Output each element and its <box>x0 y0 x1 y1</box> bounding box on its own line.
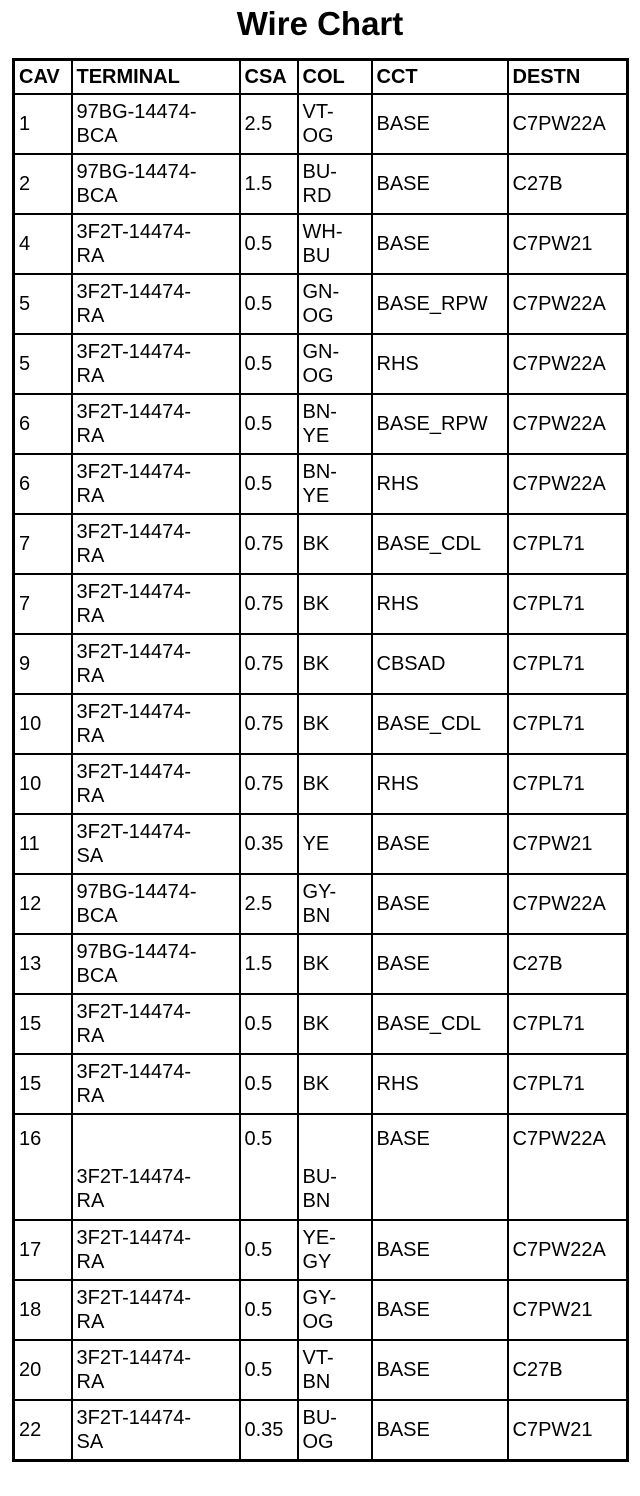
terminal-cell-line: RA <box>76 785 105 807</box>
col-cell-line: RD <box>302 185 332 207</box>
col-cell <box>298 334 372 394</box>
table-row <box>14 394 628 454</box>
col-cell-line: VT- <box>302 1347 334 1369</box>
cav-cell: 10 <box>14 754 72 814</box>
cav-cell: 10 <box>14 694 72 754</box>
header-terminal: TERMINAL <box>72 60 240 95</box>
terminal-cell <box>72 274 240 334</box>
terminal-cell-line: RA <box>76 1085 105 1107</box>
terminal-cell-line: 3F2T-14474- <box>76 281 192 303</box>
col-cell: BK <box>298 754 372 814</box>
cct-cell: BASE <box>372 1220 508 1280</box>
col-cell: BK <box>298 514 372 574</box>
destn-cell: C7PL71 <box>508 994 628 1054</box>
terminal-cell-line: 3F2T-14474- <box>76 641 192 663</box>
destn-cell: C7PL71 <box>508 754 628 814</box>
csa-cell: 2.5 <box>240 874 298 934</box>
terminal-cell-line: 3F2T-14474- <box>76 701 192 723</box>
csa-cell: 1.5 <box>240 934 298 994</box>
cct-cell: BASE <box>372 94 508 154</box>
header-csa: CSA <box>240 60 298 95</box>
table-row <box>14 754 628 814</box>
col-cell-line: VT- <box>302 101 334 123</box>
terminal-cell-line: RA <box>76 1371 105 1393</box>
col-cell: BK <box>298 694 372 754</box>
col-cell <box>298 1340 372 1400</box>
cct-cell: BASE <box>372 1114 508 1220</box>
terminal-cell-line: BCA <box>76 125 118 147</box>
col-cell-line: BU- <box>302 161 337 183</box>
table-row <box>14 154 628 214</box>
col-cell-line: OG <box>302 365 334 387</box>
table-row <box>14 1400 628 1461</box>
terminal-cell-line: 3F2T-14474- <box>76 461 192 483</box>
col-cell-line: YE- <box>302 1227 336 1249</box>
terminal-cell <box>72 514 240 574</box>
csa-cell: 0.5 <box>240 1114 298 1220</box>
destn-cell: C27B <box>508 154 628 214</box>
table-row <box>14 514 628 574</box>
table-row <box>14 934 628 994</box>
terminal-cell <box>72 1340 240 1400</box>
terminal-cell <box>72 754 240 814</box>
cav-cell: 6 <box>14 394 72 454</box>
terminal-cell-line: 3F2T-14474- <box>76 1407 192 1429</box>
csa-cell: 2.5 <box>240 94 298 154</box>
col-cell-line: GN- <box>302 341 340 363</box>
col-cell-line: GY <box>302 1251 332 1273</box>
col-cell-line: BN- <box>302 401 337 423</box>
terminal-cell <box>72 1220 240 1280</box>
destn-cell: C7PW22A <box>508 1114 628 1220</box>
col-cell-line: BN <box>302 1190 331 1212</box>
destn-cell: C7PW22A <box>508 394 628 454</box>
header-cav: CAV <box>14 60 72 95</box>
cct-cell: RHS <box>372 754 508 814</box>
terminal-cell-line: RA <box>76 425 105 447</box>
col-cell <box>298 214 372 274</box>
table-row <box>14 1220 628 1280</box>
csa-cell: 0.5 <box>240 334 298 394</box>
terminal-cell-line: 3F2T-14474- <box>76 221 192 243</box>
cav-cell: 7 <box>14 574 72 634</box>
destn-cell: C7PW22A <box>508 274 628 334</box>
csa-cell: 0.75 <box>240 754 298 814</box>
cav-cell: 9 <box>14 634 72 694</box>
col-cell-line: OG <box>302 305 334 327</box>
cct-cell: RHS <box>372 1054 508 1114</box>
col-cell-line: BU- <box>302 1407 337 1429</box>
terminal-cell-line: 3F2T-14474- <box>76 1287 192 1309</box>
cct-cell: BASE <box>372 934 508 994</box>
table-row <box>14 694 628 754</box>
terminal-cell <box>72 694 240 754</box>
table-header-row <box>14 60 628 95</box>
cav-cell: 5 <box>14 334 72 394</box>
table-row <box>14 454 628 514</box>
terminal-cell <box>72 454 240 514</box>
terminal-cell-line: RA <box>76 305 105 327</box>
cct-cell: RHS <box>372 334 508 394</box>
col-cell-line: OG <box>302 1431 334 1453</box>
destn-cell: C7PW21 <box>508 1280 628 1340</box>
terminal-cell-line: 3F2T-14474- <box>76 1001 192 1023</box>
cct-cell: RHS <box>372 454 508 514</box>
col-cell-line: YE <box>302 485 330 507</box>
cav-cell: 12 <box>14 874 72 934</box>
terminal-cell <box>72 934 240 994</box>
terminal-cell-line: RA <box>76 665 105 687</box>
cct-cell: BASE <box>372 874 508 934</box>
terminal-cell-line: RA <box>76 365 105 387</box>
cct-cell: CBSAD <box>372 634 508 694</box>
terminal-cell <box>72 94 240 154</box>
col-cell <box>298 1220 372 1280</box>
col-cell-line: GN- <box>302 281 340 303</box>
header-destn: DESTN <box>508 60 628 95</box>
csa-cell: 0.5 <box>240 1054 298 1114</box>
terminal-cell <box>72 1280 240 1340</box>
col-cell-line: WH- <box>302 221 343 243</box>
cav-cell: 18 <box>14 1280 72 1340</box>
terminal-cell <box>72 394 240 454</box>
col-cell <box>298 874 372 934</box>
terminal-cell-line: RA <box>76 545 105 567</box>
terminal-cell-line: RA <box>76 725 105 747</box>
table-row <box>14 214 628 274</box>
terminal-cell <box>72 634 240 694</box>
col-cell <box>298 394 372 454</box>
col-cell <box>298 1114 372 1220</box>
cav-cell: 22 <box>14 1400 72 1461</box>
cav-cell: 16 <box>14 1114 72 1220</box>
csa-cell: 0.75 <box>240 634 298 694</box>
cct-cell: BASE_CDL <box>372 994 508 1054</box>
col-cell-line: BU <box>302 245 331 267</box>
header-col: COL <box>298 60 372 95</box>
header-cct: CCT <box>372 60 508 95</box>
cct-cell: BASE_RPW <box>372 394 508 454</box>
cav-cell: 20 <box>14 1340 72 1400</box>
destn-cell: C7PW21 <box>508 814 628 874</box>
cav-cell: 15 <box>14 1054 72 1114</box>
csa-cell: 0.5 <box>240 1340 298 1400</box>
terminal-cell-line: 97BG-14474- <box>76 101 197 123</box>
terminal-cell-line: 3F2T-14474- <box>76 521 192 543</box>
csa-cell: 0.5 <box>240 214 298 274</box>
table-row <box>14 1114 628 1220</box>
terminal-cell-line: RA <box>76 605 105 627</box>
col-cell-line: OG <box>302 1311 334 1333</box>
terminal-cell <box>72 334 240 394</box>
csa-cell: 0.5 <box>240 394 298 454</box>
destn-cell: C27B <box>508 934 628 994</box>
cav-cell: 15 <box>14 994 72 1054</box>
cav-cell: 4 <box>14 214 72 274</box>
cav-cell: 17 <box>14 1220 72 1280</box>
destn-cell: C27B <box>508 1340 628 1400</box>
col-cell-line: BN <box>302 905 331 927</box>
destn-cell: C7PW21 <box>508 1400 628 1461</box>
terminal-cell <box>72 814 240 874</box>
csa-cell: 0.5 <box>240 1280 298 1340</box>
cav-cell: 7 <box>14 514 72 574</box>
col-cell <box>298 1400 372 1461</box>
col-cell-line: GY- <box>302 1287 337 1309</box>
terminal-cell <box>72 874 240 934</box>
terminal-cell <box>72 574 240 634</box>
destn-cell: C7PL71 <box>508 634 628 694</box>
col-cell <box>298 94 372 154</box>
terminal-cell-line: 3F2T-14474- <box>76 581 192 603</box>
table-row <box>14 1340 628 1400</box>
cct-cell: BASE <box>372 1400 508 1461</box>
terminal-cell-line: 3F2T-14474- <box>76 821 192 843</box>
destn-cell: C7PW22A <box>508 94 628 154</box>
cct-cell: BASE_CDL <box>372 694 508 754</box>
terminal-cell-line: 3F2T-14474- <box>76 401 192 423</box>
cav-cell: 2 <box>14 154 72 214</box>
terminal-cell-line: RA <box>76 245 105 267</box>
terminal-cell-line: RA <box>76 1311 105 1333</box>
terminal-cell-line: 3F2T-14474- <box>76 341 192 363</box>
terminal-cell <box>72 214 240 274</box>
terminal-cell-line: SA <box>76 1431 104 1453</box>
terminal-cell-line: RA <box>76 1025 105 1047</box>
cav-cell: 1 <box>14 94 72 154</box>
table-row <box>14 574 628 634</box>
cct-cell: BASE_CDL <box>372 514 508 574</box>
table-row <box>14 94 628 154</box>
terminal-cell-line: SA <box>76 845 104 867</box>
cct-cell: BASE <box>372 1280 508 1340</box>
col-cell <box>298 454 372 514</box>
terminal-cell-line: 3F2T-14474- <box>76 1061 192 1083</box>
cct-cell: BASE <box>372 214 508 274</box>
destn-cell: C7PW22A <box>508 334 628 394</box>
terminal-cell <box>72 154 240 214</box>
col-cell: BK <box>298 934 372 994</box>
terminal-cell-line: 3F2T-14474- <box>76 1166 192 1188</box>
col-cell-line: BN <box>302 1371 331 1393</box>
destn-cell: C7PL71 <box>508 694 628 754</box>
csa-cell: 1.5 <box>240 154 298 214</box>
col-cell: BK <box>298 1054 372 1114</box>
destn-cell: C7PW22A <box>508 1220 628 1280</box>
cct-cell: BASE_RPW <box>372 274 508 334</box>
col-cell-line: OG <box>302 125 334 147</box>
csa-cell: 0.75 <box>240 694 298 754</box>
destn-cell: C7PL71 <box>508 514 628 574</box>
cav-cell: 11 <box>14 814 72 874</box>
destn-cell: C7PW21 <box>508 214 628 274</box>
terminal-cell-line: RA <box>76 1190 105 1212</box>
terminal-cell-line: 97BG-14474- <box>76 161 197 183</box>
col-cell <box>298 154 372 214</box>
terminal-cell <box>72 994 240 1054</box>
col-cell: BK <box>298 634 372 694</box>
terminal-cell-line: 3F2T-14474- <box>76 1227 192 1249</box>
cct-cell: BASE <box>372 154 508 214</box>
terminal-cell-line: BCA <box>76 185 118 207</box>
csa-cell: 0.75 <box>240 514 298 574</box>
destn-cell: C7PL71 <box>508 1054 628 1114</box>
cav-cell: 6 <box>14 454 72 514</box>
csa-cell: 0.5 <box>240 274 298 334</box>
table-body <box>14 94 628 1461</box>
table-row <box>14 994 628 1054</box>
terminal-cell-line: BCA <box>76 905 118 927</box>
wire-chart-table <box>12 58 629 1462</box>
table-row <box>14 1280 628 1340</box>
terminal-cell-line: RA <box>76 1251 105 1273</box>
col-cell <box>298 1280 372 1340</box>
terminal-cell-line: 97BG-14474- <box>76 881 197 903</box>
csa-cell: 0.5 <box>240 1220 298 1280</box>
cav-cell: 5 <box>14 274 72 334</box>
page-title: Wire Chart <box>236 5 404 42</box>
cct-cell: RHS <box>372 574 508 634</box>
table-row <box>14 1054 628 1114</box>
col-cell: BK <box>298 994 372 1054</box>
cct-cell: BASE <box>372 1340 508 1400</box>
col-cell <box>298 274 372 334</box>
terminal-cell-line: BCA <box>76 965 118 987</box>
table-row <box>14 874 628 934</box>
terminal-cell <box>72 1054 240 1114</box>
csa-cell: 0.35 <box>240 1400 298 1461</box>
col-cell-line: BU- <box>302 1166 337 1188</box>
terminal-cell <box>72 1400 240 1461</box>
col-cell: BK <box>298 574 372 634</box>
destn-cell: C7PL71 <box>508 574 628 634</box>
col-cell: YE <box>298 814 372 874</box>
terminal-cell-line: 97BG-14474- <box>76 941 197 963</box>
terminal-cell-line: RA <box>76 485 105 507</box>
table-row <box>14 634 628 694</box>
cav-cell: 13 <box>14 934 72 994</box>
cct-cell: BASE <box>372 814 508 874</box>
table-row <box>14 274 628 334</box>
csa-cell: 0.75 <box>240 574 298 634</box>
col-cell-line: YE <box>302 425 330 447</box>
csa-cell: 0.5 <box>240 454 298 514</box>
col-cell-line: GY- <box>302 881 337 903</box>
terminal-cell <box>72 1114 240 1220</box>
table-row <box>14 334 628 394</box>
terminal-cell-line: 3F2T-14474- <box>76 761 192 783</box>
csa-cell: 0.5 <box>240 994 298 1054</box>
table-row <box>14 814 628 874</box>
csa-cell: 0.35 <box>240 814 298 874</box>
destn-cell: C7PW22A <box>508 454 628 514</box>
destn-cell: C7PW22A <box>508 874 628 934</box>
col-cell-line: BN- <box>302 461 337 483</box>
terminal-cell-line: 3F2T-14474- <box>76 1347 192 1369</box>
